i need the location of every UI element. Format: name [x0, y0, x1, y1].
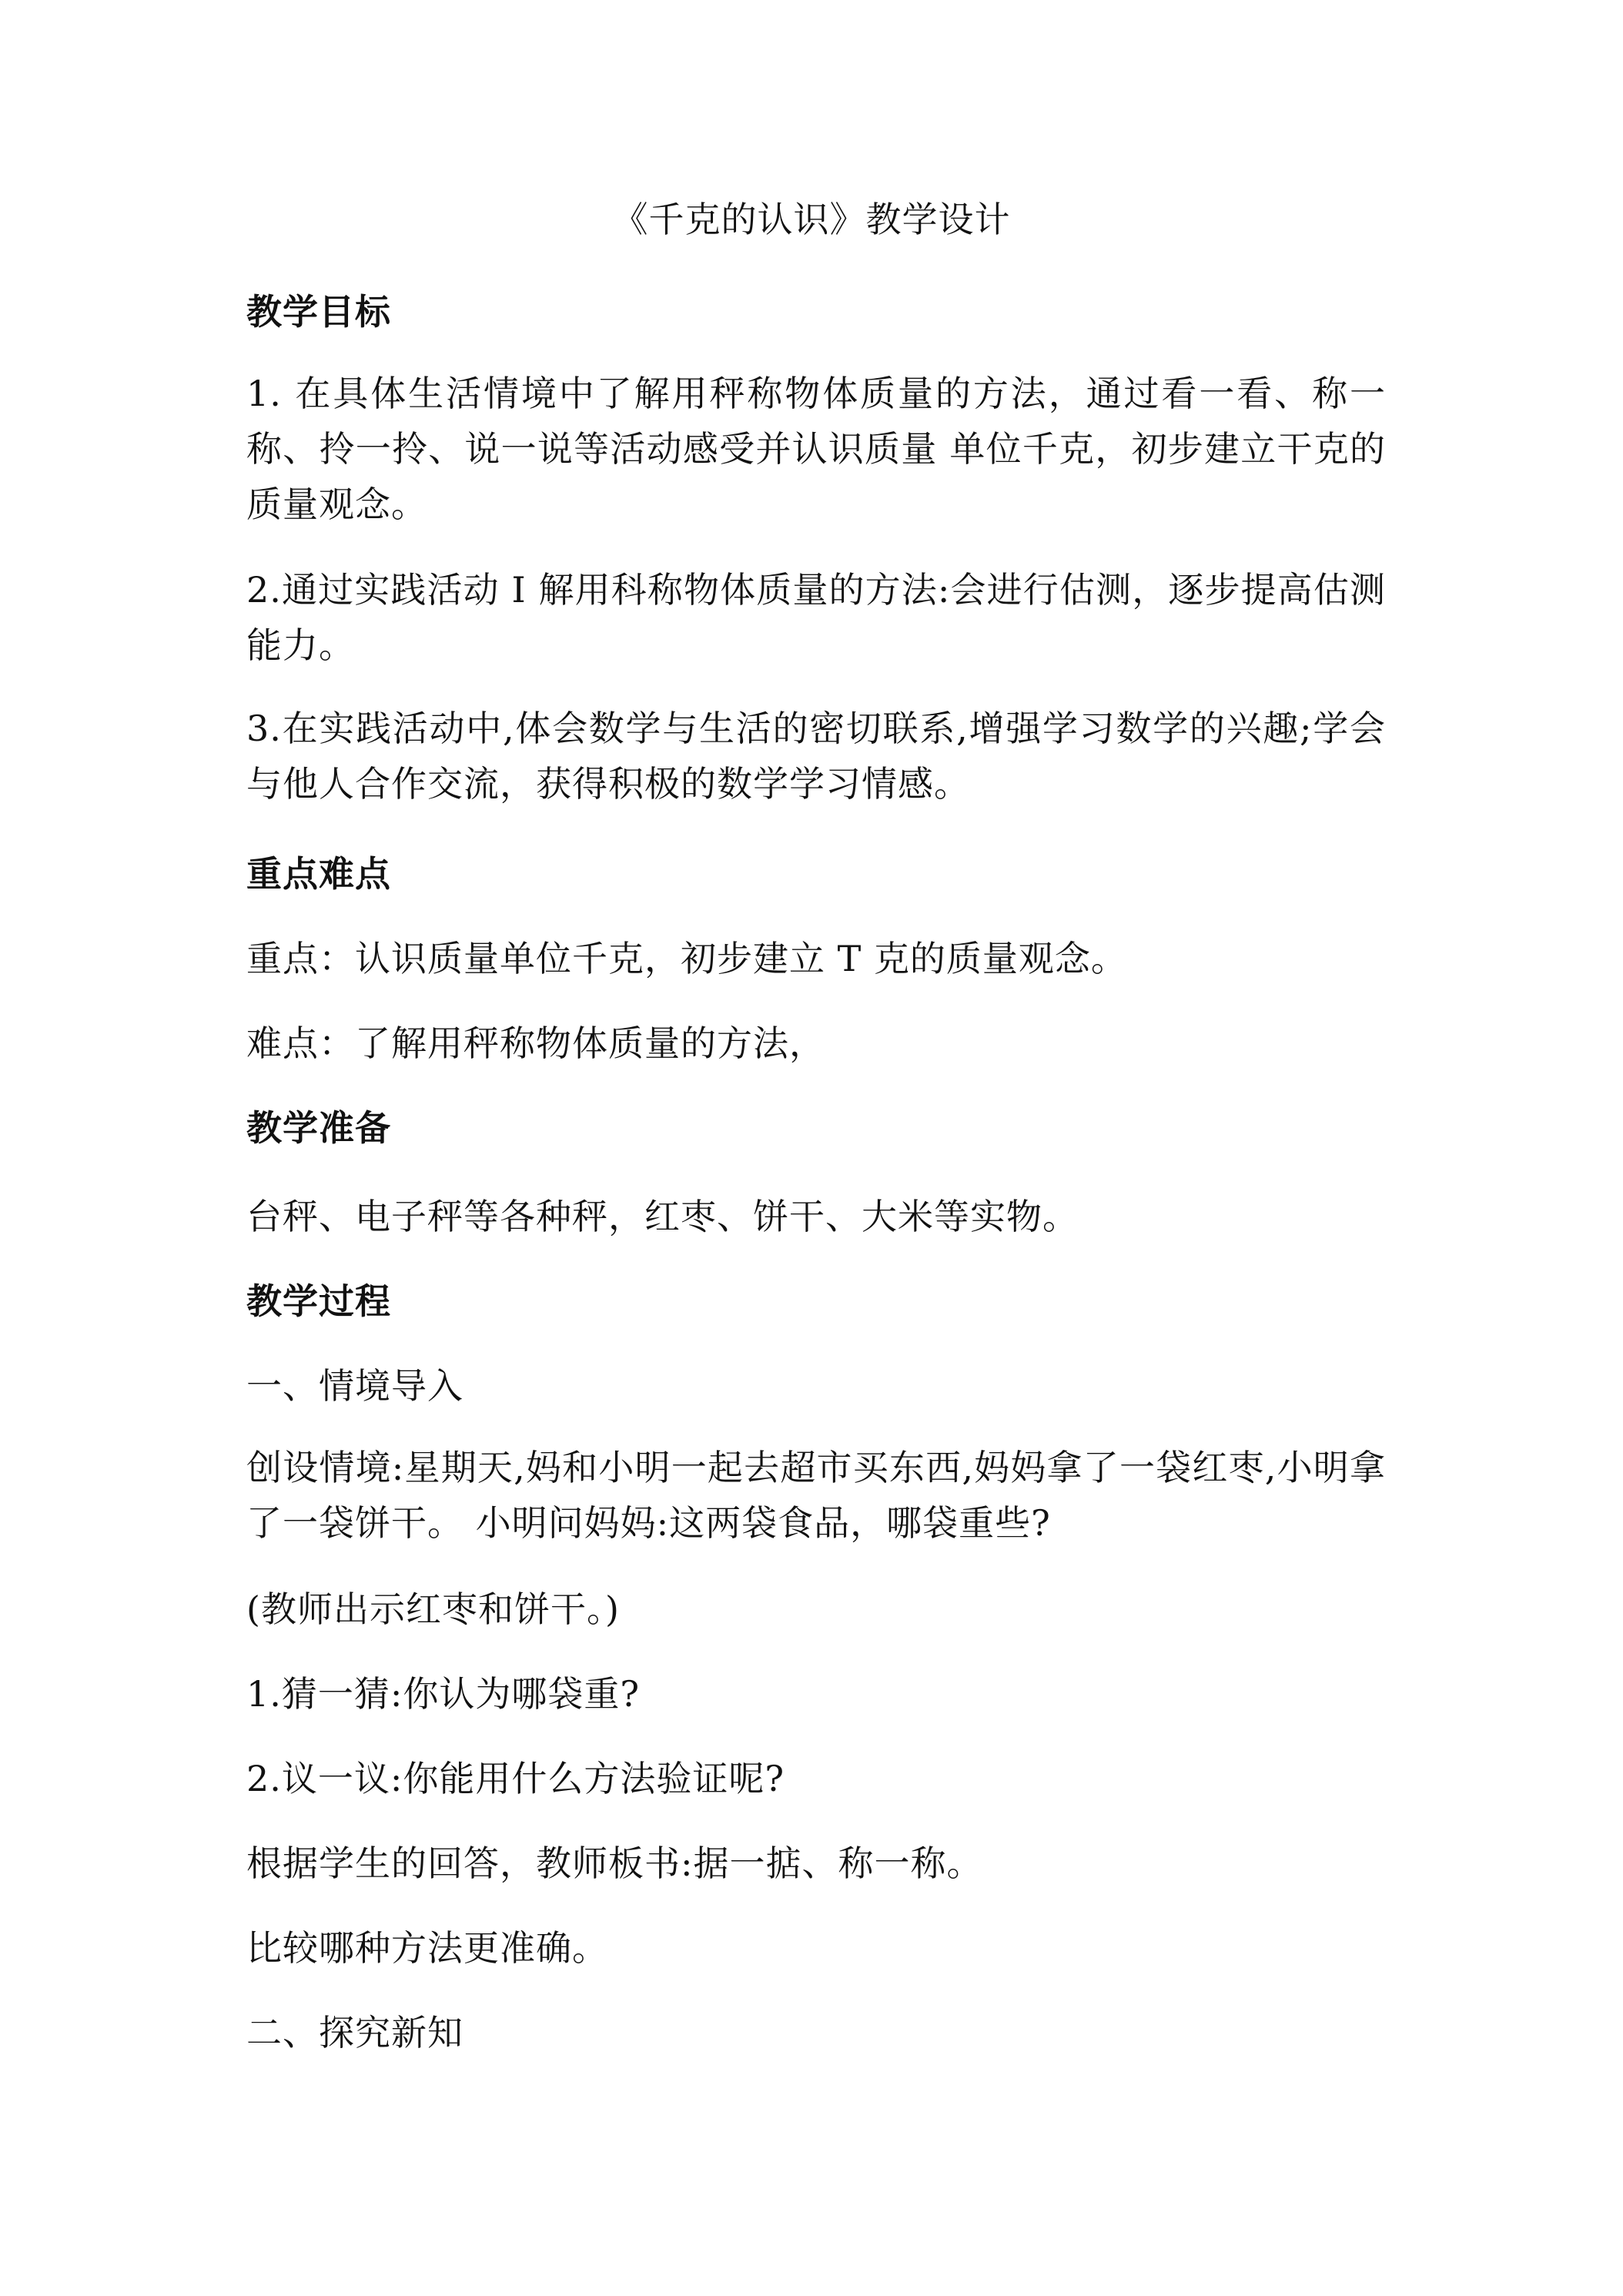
document-title: 《千克的认识》教学设计: [612, 199, 1011, 240]
process-compare: 比较哪种方法更准确。: [246, 1927, 608, 1969]
objective-item-1: 1. 在具体生活情境中了解用秤称物体质量的方法，通过看一看、称一称、拎一拎、说一说等活动感受并认识质量 单位千克，初步建立干克的质量观念。: [246, 373, 1386, 525]
key-point-focus: 重点：认识质量单位千克，初步建立 T 克的质量观念。: [246, 938, 1127, 979]
process-teacher-note: (教师出示红枣和饼干。): [246, 1588, 620, 1630]
objective-item-2: 2.通过实践活动 I 解用科称物体质量的方法:会进行估测，逐步提高估测能力。: [246, 569, 1386, 666]
process-board-note: 根据学生的回答，教师板书:据一掂、称一称。: [246, 1842, 983, 1884]
process-part1-title: 一、情境导入: [246, 1365, 463, 1407]
process-step-1: 1.猜一猜:你认为哪袋重?: [246, 1673, 641, 1715]
process-scenario: 创设情境:星期天,妈和小明一起去超市买东西,妈妈拿了一袋红枣,小明拿了一袋饼干。 小明问妈妈:这两袋食品，哪袋重些?: [246, 1447, 1386, 1544]
section-heading-key-points: 重点难点: [246, 853, 391, 895]
section-heading-process: 教学过程: [246, 1280, 391, 1322]
preparation-text: 台秤、电子秤等各种秤，红枣、饼干、大米等实物。: [246, 1196, 1079, 1237]
key-point-difficulty: 难点：了解用秤称物体质量的方法，: [246, 1022, 825, 1064]
objective-item-3: 3.在实践活动中,体会数学与生活的密切联系,增强学习数学的兴趣;学会与他人合作交流，获得积极的数学学习情感。: [246, 708, 1386, 805]
process-step-2: 2.议一议:你能用什么方法验证呢?: [246, 1758, 785, 1799]
process-part2-title: 二、探究新知: [246, 2012, 463, 2053]
section-heading-objectives: 教学目标: [246, 291, 391, 333]
section-heading-preparation: 教学准备: [246, 1107, 391, 1149]
